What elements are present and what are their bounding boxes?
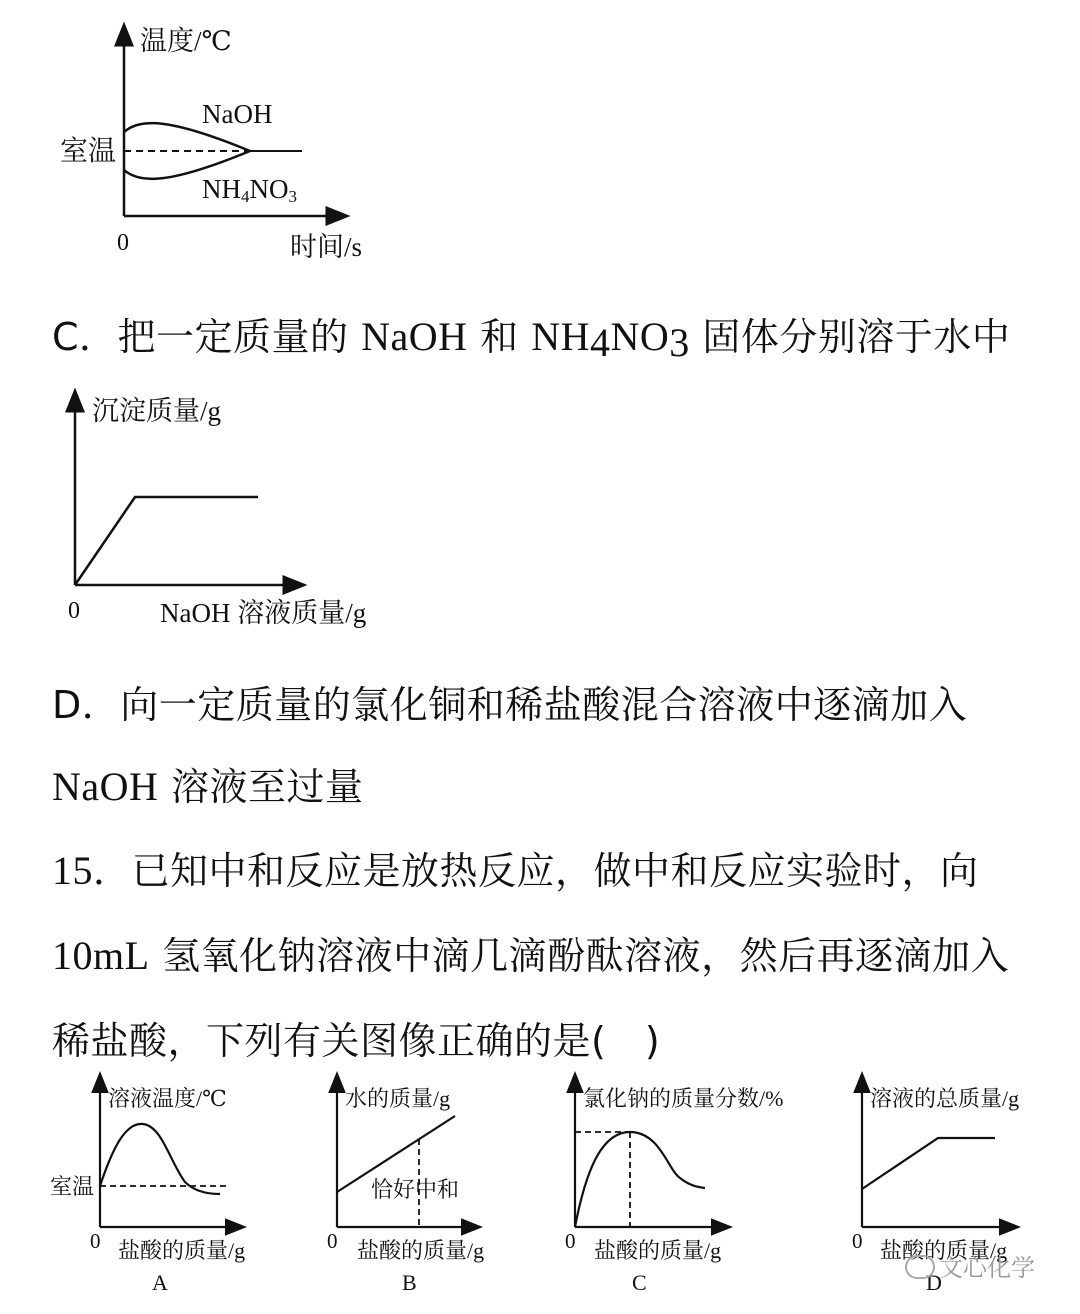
graph-c-origin: 0 (565, 1229, 576, 1253)
graph-c-y-label: 氯化钠的质量分数/% (583, 1086, 784, 1111)
graph-a-curve (100, 1124, 220, 1194)
figure-c-x-label: 时间/s (290, 232, 363, 262)
option-c-suffix: 固体分别溶于水中 (689, 315, 1011, 359)
watermark-text: 文心化学 (939, 1254, 1035, 1282)
graph-a-y-label: 溶液温度/℃ (108, 1086, 227, 1111)
graph-b-annotation: 恰好中和 (371, 1177, 460, 1202)
figure-c-origin: 0 (117, 230, 129, 256)
question-15-line1-text: ．已知中和反应是放热反应，做中和反应实验时，向 (93, 849, 979, 893)
question-15-line2-text: 氢氧化钠溶液中滴几滴酚酞溶液，然后再逐滴加入 (149, 934, 1010, 978)
graph-c-curve (575, 1132, 705, 1227)
graph-b-origin: 0 (327, 1229, 338, 1253)
graph-c-letter: C (632, 1270, 647, 1295)
wechat-icon (905, 1255, 935, 1279)
question-15-line2 (52, 925, 1009, 980)
figure-c-y-label: 温度/℃ (140, 26, 232, 56)
graph-a-x-label: 盐酸的质量/g (118, 1238, 246, 1263)
graph-b-x-label: 盐酸的质量/g (357, 1238, 485, 1263)
graph-a-room-temp: 室温 (50, 1174, 95, 1199)
figure-d-x-label: NaOH 溶液质量/g (160, 598, 367, 628)
option-d-rest: 溶液至过量 (158, 765, 364, 809)
question-15-line1 (52, 840, 979, 895)
option-c-prefix: C．把一定质量的 (52, 315, 362, 359)
graph-d-curve (862, 1138, 995, 1189)
graph-c-x-label: 盐酸的质量/g (594, 1238, 722, 1263)
figure-c-nh4no3-label: NH4NO3 (202, 174, 297, 206)
figure-d-y-label: 沉淀质量/g (92, 396, 222, 426)
graph-a-origin: 0 (90, 1229, 101, 1253)
figure-d-origin: 0 (68, 598, 80, 624)
figure-d-precipitate (75, 400, 295, 585)
figure-d-curve (75, 497, 258, 585)
graph-b-y-label: 水的质量/g (345, 1086, 451, 1111)
option-c-text (52, 306, 1010, 366)
watermark (905, 1248, 1035, 1283)
option-c-sub2: 3 (669, 320, 690, 365)
graph-d-origin: 0 (852, 1229, 863, 1253)
figure-c-room-temp: 室温 (60, 136, 117, 167)
option-d-line2 (52, 756, 364, 811)
question-15-number: 15 (52, 848, 93, 893)
option-c-sub1: 4 (590, 320, 611, 365)
option-c-nh4: NH (531, 314, 590, 359)
question-15-volume: 10mL (52, 933, 150, 978)
figure-c-naoh-label: NaOH (202, 99, 273, 129)
graph-d-y-label: 溶液的总质量/g (870, 1086, 1020, 1111)
option-c-no: NO (610, 314, 670, 359)
graph-d-letter: D (926, 1270, 942, 1295)
option-c-naoh: NaOH (361, 314, 468, 359)
graph-d-x-label: 盐酸的质量/g (880, 1238, 1008, 1263)
graph-a-letter: A (152, 1270, 168, 1295)
option-c-mid: 和 (467, 315, 532, 359)
option-d-naoh: NaOH (52, 764, 159, 809)
option-d-line1: D．向一定质量的氯化铜和稀盐酸混合溶液中逐滴加入 (52, 683, 968, 727)
question-15-line3: 稀盐酸，下列有关图像正确的是( ) (52, 1019, 661, 1063)
graph-b-letter: B (402, 1270, 417, 1295)
